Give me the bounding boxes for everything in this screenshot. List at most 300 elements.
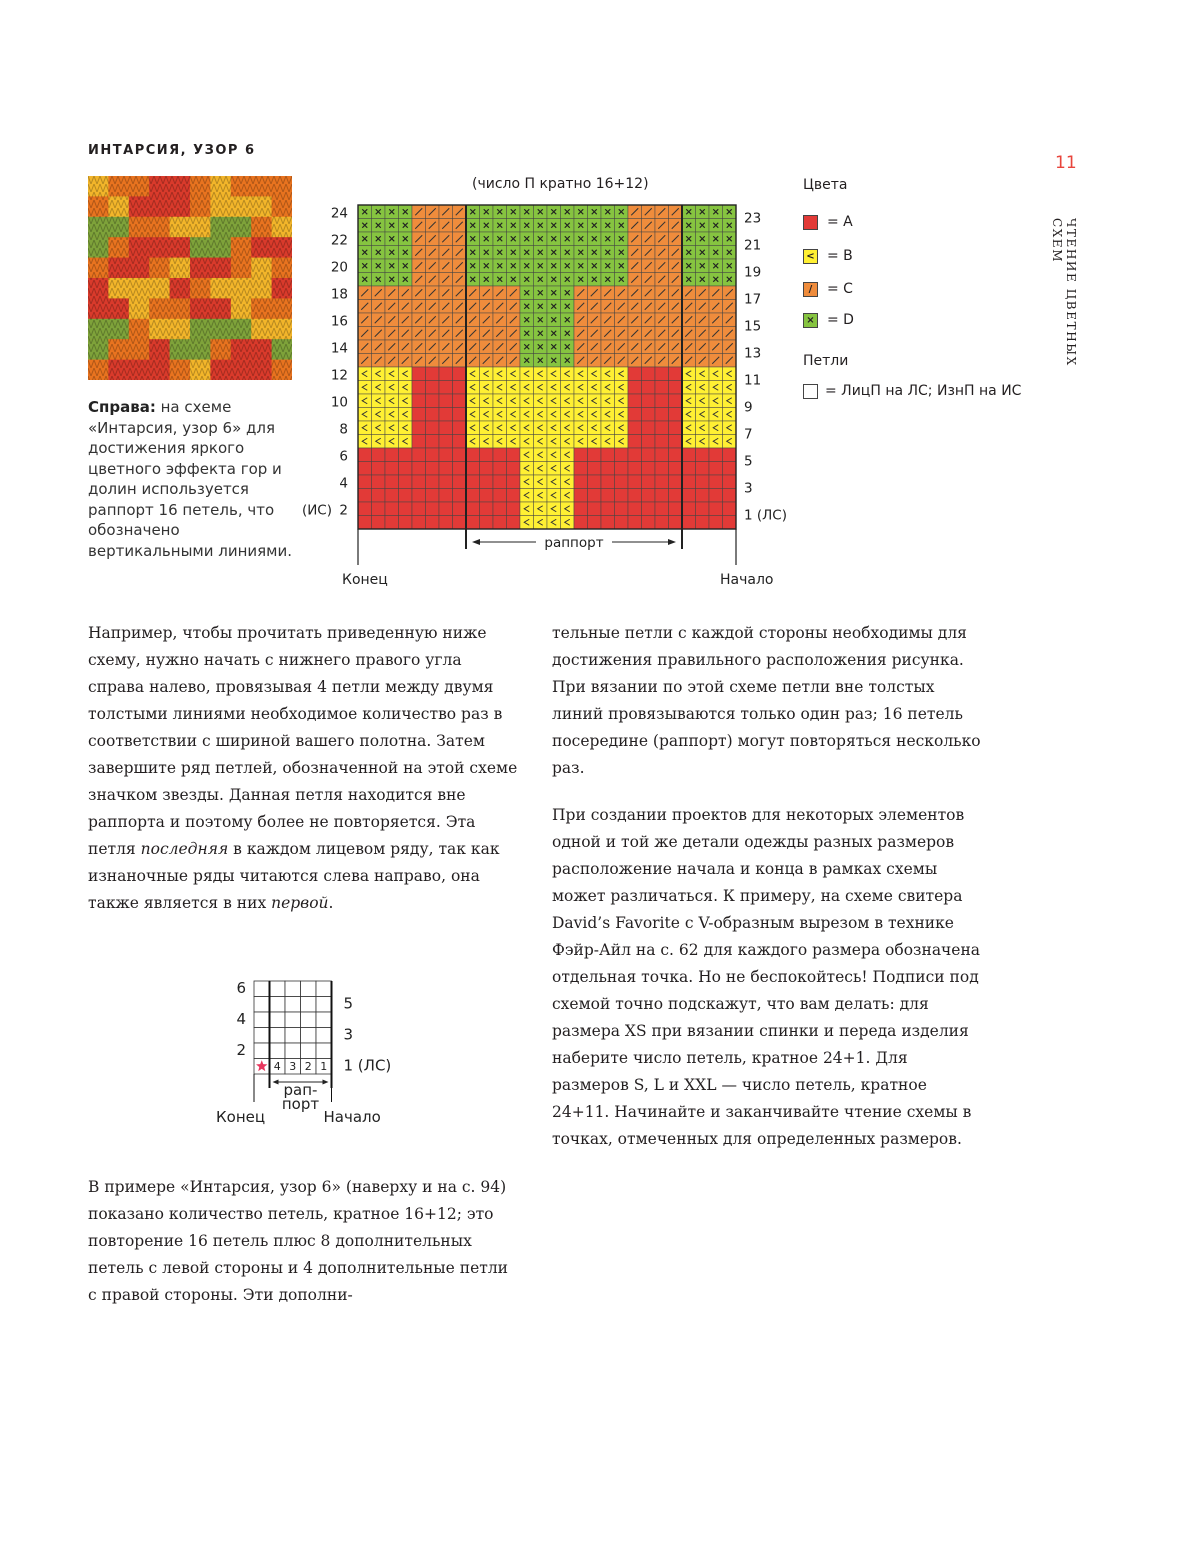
chart-cell: [628, 516, 642, 530]
chart-cell: [547, 381, 561, 395]
chart-cell: [723, 502, 737, 516]
chart-cell: [507, 408, 521, 422]
chart-cell: [412, 421, 426, 435]
running-head: ЧТЕНИЕ ЦВЕТНЫХ СХЕМ: [1050, 218, 1078, 367]
chart-cell: [493, 408, 507, 422]
chart-cell: [561, 489, 575, 503]
caption-lead: Справа:: [88, 398, 156, 416]
chart-cell: [547, 502, 561, 516]
chart-cell: [412, 435, 426, 449]
small-chart-cell: [270, 1012, 286, 1028]
chart-cell: [574, 516, 588, 530]
chart-cell: [520, 367, 534, 381]
chart-cell: [412, 367, 426, 381]
chart-cell: [534, 489, 548, 503]
chart-cell: [507, 448, 521, 462]
chart-cell: [696, 394, 710, 408]
chart-cell: [507, 502, 521, 516]
chart-cell: [453, 408, 467, 422]
stitch-number: 3: [289, 1060, 297, 1073]
chart-cell: [669, 435, 683, 449]
chart-cell: [534, 435, 548, 449]
chart-cell: [399, 502, 413, 516]
chart-cell: [507, 435, 521, 449]
legend-color-label: = A: [827, 214, 853, 230]
chart-cell: [615, 448, 629, 462]
chart-cell: [561, 394, 575, 408]
small-start-label: Начало: [323, 1108, 381, 1126]
chart-cell: [480, 435, 494, 449]
chart-cell: [547, 408, 561, 422]
chart-cell: [696, 367, 710, 381]
small-chart-cell: [301, 1028, 317, 1044]
small-row-label-left: 2: [236, 1041, 246, 1059]
chart-cell: [628, 448, 642, 462]
row-label-left: 6: [339, 448, 348, 465]
chart-cell: [480, 448, 494, 462]
chart-cell: [439, 489, 453, 503]
row-label-right: 3: [744, 480, 753, 497]
chart-cell: [439, 394, 453, 408]
small-row-label-right: 3: [343, 1025, 354, 1044]
small-chart-cell: [285, 997, 301, 1013]
chart-cell: [655, 394, 669, 408]
chart-cell: [493, 435, 507, 449]
chart-cell: [628, 435, 642, 449]
chart-cell: [372, 516, 386, 530]
chart-cell: [601, 475, 615, 489]
chart-cell: [385, 462, 399, 476]
row-label-right: 15: [744, 318, 762, 335]
chart-cell: [696, 475, 710, 489]
chart-cell: [723, 394, 737, 408]
chart-cell: [588, 435, 602, 449]
chart-cell: [399, 421, 413, 435]
chart-cell: [426, 516, 440, 530]
chart-cell: [493, 394, 507, 408]
small-chart-cell: [254, 1028, 270, 1044]
chart-cell: [655, 381, 669, 395]
legend-color-swatch: ×: [803, 313, 818, 328]
chart-cell: [561, 381, 575, 395]
chart-cell: [372, 462, 386, 476]
chart-cell: [601, 421, 615, 435]
small-chart-cell: [301, 1043, 317, 1059]
chart-cell: [412, 448, 426, 462]
chart-cell: [696, 448, 710, 462]
chart-cell: [466, 489, 480, 503]
small-chart-cell: [270, 997, 286, 1013]
chart-cell: [520, 516, 534, 530]
chart-cell: [534, 408, 548, 422]
chart-cell: [372, 421, 386, 435]
chart-cell: [655, 408, 669, 422]
chart-cell: [655, 435, 669, 449]
chart-cell: [534, 367, 548, 381]
chart-cell: [642, 435, 656, 449]
chart-cell: [574, 502, 588, 516]
chart-cell: [399, 489, 413, 503]
chart-cell: [723, 462, 737, 476]
chart-cell: [696, 435, 710, 449]
chart-cell: [372, 502, 386, 516]
chart-cell: [561, 502, 575, 516]
chart-cell: [520, 448, 534, 462]
chart-cell: [723, 381, 737, 395]
chart-cell: [453, 475, 467, 489]
chart-cell: [426, 394, 440, 408]
chart-cell: [426, 367, 440, 381]
row-label-left: 8: [339, 421, 348, 438]
row-label-right: 17: [744, 291, 762, 308]
chart-cell: [520, 489, 534, 503]
chart-cell: [723, 475, 737, 489]
chart-cell: [412, 516, 426, 530]
chart-cell: [493, 516, 507, 530]
small-chart-cell: [316, 1043, 332, 1059]
chart-cell: [628, 381, 642, 395]
chart-cell: [507, 489, 521, 503]
chart-cell: [466, 502, 480, 516]
chart-cell: [439, 448, 453, 462]
chart-cell: [574, 381, 588, 395]
chart-cell: [426, 475, 440, 489]
chart-cell: [534, 502, 548, 516]
repeat-label: раппорт: [544, 535, 604, 551]
chart-cell: [493, 489, 507, 503]
chart-cell: [682, 448, 696, 462]
chart-cell: [372, 408, 386, 422]
chart-cell: [588, 381, 602, 395]
chart-cell: [669, 408, 683, 422]
small-chart-cell: [254, 1012, 270, 1028]
chart-cell: [507, 516, 521, 530]
chart-cell: [466, 421, 480, 435]
chart-cell: [439, 367, 453, 381]
chart-cell: [696, 502, 710, 516]
chart-cell: [588, 502, 602, 516]
row-label-left: 20: [330, 259, 348, 276]
chart-cell: [655, 462, 669, 476]
chart-cell: [696, 489, 710, 503]
small-row-label-right: 5: [343, 994, 354, 1013]
small-chart-cell: [301, 1012, 317, 1028]
chart-cell: [628, 394, 642, 408]
row-label-right: 13: [744, 345, 762, 362]
chart-cell: [412, 502, 426, 516]
chart-cell: [615, 367, 629, 381]
start-label: Начало: [720, 572, 774, 588]
chart-cell: [520, 408, 534, 422]
chart-cell: [615, 435, 629, 449]
small-chart-cell: [285, 1012, 301, 1028]
chart-cell: [723, 435, 737, 449]
chart-cell: [628, 502, 642, 516]
chart-cell: [466, 408, 480, 422]
chart-cell: [439, 421, 453, 435]
chart-cell: [493, 381, 507, 395]
chart-cell: [615, 475, 629, 489]
chart-cell: [520, 421, 534, 435]
chart-cell: [655, 367, 669, 381]
chart-cell: [655, 475, 669, 489]
chart-cell: [696, 408, 710, 422]
chart-cell: [480, 475, 494, 489]
chart-cell: [453, 502, 467, 516]
row-label-left: 24: [330, 205, 348, 222]
small-chart: [210, 972, 410, 1132]
chart-cell: [682, 367, 696, 381]
chart-cell: [385, 475, 399, 489]
legend-color-label: = C: [827, 281, 853, 297]
chart-cell: [669, 516, 683, 530]
chart-cell: [480, 489, 494, 503]
chart-cell: [709, 408, 723, 422]
small-end-label: Конец: [216, 1108, 266, 1126]
chart-cell: [723, 516, 737, 530]
chart-cell: [588, 448, 602, 462]
chart-cell: [372, 448, 386, 462]
chart-cell: [520, 394, 534, 408]
chart-cell: [520, 381, 534, 395]
chart-cell: [574, 408, 588, 422]
chart-cell: [574, 367, 588, 381]
chart-cell: [588, 408, 602, 422]
chart-cell: [669, 502, 683, 516]
intarsia-chart: [300, 195, 800, 595]
small-chart-cell: [270, 1043, 286, 1059]
legend-color-swatch: <: [803, 249, 818, 264]
chart-cell: [372, 435, 386, 449]
chart-cell: [358, 435, 372, 449]
chart-cell: [682, 394, 696, 408]
chart-cell: [466, 475, 480, 489]
chart-cell: [723, 489, 737, 503]
chart-cell: [561, 516, 575, 530]
chart-cell: [520, 475, 534, 489]
chart-cell: [642, 381, 656, 395]
chart-cell: [412, 408, 426, 422]
chart-cell: [709, 502, 723, 516]
small-row-label-right: 1 (ЛС): [343, 1056, 392, 1075]
row-label-right: 19: [744, 264, 762, 281]
small-chart-cell: [254, 1043, 270, 1059]
chart-cell: [358, 475, 372, 489]
row-label-left: 4: [339, 475, 348, 492]
chart-cell: [574, 421, 588, 435]
chart-cell: [385, 502, 399, 516]
chart-cell: [466, 448, 480, 462]
chart-cell: [372, 489, 386, 503]
chart-cell: [642, 408, 656, 422]
chart-cell: [723, 421, 737, 435]
small-chart-cell: [270, 981, 286, 997]
chart-cell: [412, 381, 426, 395]
chart-cell: [669, 489, 683, 503]
small-chart-cell: [301, 997, 317, 1013]
chart-cell: [601, 502, 615, 516]
stitch-number: 1: [320, 1060, 328, 1073]
chart-cell: [453, 489, 467, 503]
chart-cell: [615, 381, 629, 395]
chart-cell: [709, 462, 723, 476]
chart-cell: [669, 381, 683, 395]
chart-cell: [520, 435, 534, 449]
chart-cell: [628, 462, 642, 476]
chart-cell: [561, 448, 575, 462]
chart-cell: [642, 475, 656, 489]
chart-cell: [642, 421, 656, 435]
chart-cell: [453, 462, 467, 476]
chart-cell: [372, 381, 386, 395]
chart-cell: [561, 421, 575, 435]
chart-cell: [642, 502, 656, 516]
chart-cell: [642, 367, 656, 381]
chart-cell: [534, 394, 548, 408]
chart-cell: [696, 516, 710, 530]
chart-cell: [615, 421, 629, 435]
chart-cell: [561, 367, 575, 381]
chart-cell: [574, 394, 588, 408]
chart-cell: [588, 475, 602, 489]
chart-cell: [547, 435, 561, 449]
chart-cell: [493, 475, 507, 489]
section-title: ИНТАРСИЯ, УЗОР 6: [88, 143, 256, 158]
chart-cell: [615, 516, 629, 530]
chart-cell: [453, 381, 467, 395]
legend-stitch-label: = ЛицП на ЛС; ИзнП на ИС: [825, 383, 1022, 399]
chart-cell: [642, 462, 656, 476]
chart-cell: [574, 475, 588, 489]
chart-cell: [682, 489, 696, 503]
chart-cell: [466, 394, 480, 408]
chart-cell: [534, 462, 548, 476]
chart-cell: [453, 394, 467, 408]
small-chart-cell: [285, 1043, 301, 1059]
chart-cell: [439, 502, 453, 516]
chart-cell: [480, 381, 494, 395]
chart-cell: [709, 475, 723, 489]
chart-cell: [534, 448, 548, 462]
right-column: [552, 620, 982, 1153]
chart-cell: [574, 489, 588, 503]
para1-part-a: Например, чтобы прочитать приведенную ниже схему, нужно начать с нижнего правого угла справа налево, провязывая 4 петли между двумя толстыми линиями необходимое количество раз в соответствии с шириной вашего полотна. Затем завершите ряд петлей, обозначенной на этой схеме значком звезды. Данная петля находится вне раппорта и поэтому более не повторяется. Эта петля: [88, 624, 518, 858]
chart-cell: [561, 462, 575, 476]
chart-cell: [547, 475, 561, 489]
chart-cell: [439, 435, 453, 449]
chart-cell: [520, 462, 534, 476]
chart-cell: [358, 462, 372, 476]
chart-cell: [399, 394, 413, 408]
chart-cell: [682, 408, 696, 422]
chart-cell: [439, 462, 453, 476]
chart-cell: [709, 435, 723, 449]
chart-cell: [628, 421, 642, 435]
chart-cell: [642, 489, 656, 503]
chart-cell: [642, 516, 656, 530]
chart-cell: [655, 421, 669, 435]
chart-cell: [709, 381, 723, 395]
chart-cell: [493, 367, 507, 381]
chart-cell: [601, 516, 615, 530]
chart-cell: [399, 435, 413, 449]
chart-cell: [520, 502, 534, 516]
chart-cell: [466, 516, 480, 530]
legend-color-label: = D: [827, 312, 854, 328]
chart-cell: [601, 367, 615, 381]
chart-cell: [358, 367, 372, 381]
chart-cell: [669, 367, 683, 381]
chart-cell: [507, 381, 521, 395]
chart-cell: [547, 421, 561, 435]
chart-cell: [655, 516, 669, 530]
chart-cell: [480, 367, 494, 381]
chart-cell: [696, 462, 710, 476]
chart-cell: [412, 394, 426, 408]
chart-cell: [453, 421, 467, 435]
chart-cell: [669, 421, 683, 435]
chart-cell: [601, 448, 615, 462]
row-label-right: 21: [744, 237, 762, 254]
chart-cell: [358, 381, 372, 395]
row-label-right: 23: [744, 210, 762, 227]
chart-cell: [588, 367, 602, 381]
chart-cell: [682, 462, 696, 476]
small-chart-cell: [254, 981, 270, 997]
page-number: 11: [1055, 153, 1077, 173]
chart-cell: [669, 394, 683, 408]
chart-cell: [574, 435, 588, 449]
chart-cell: [669, 448, 683, 462]
chart-cell: [358, 516, 372, 530]
chart-cell: [507, 421, 521, 435]
chart-cell: [547, 516, 561, 530]
knitted-swatch-image: [88, 176, 292, 380]
chart-cell: [385, 408, 399, 422]
chart-cell: [466, 367, 480, 381]
chart-cell: [601, 408, 615, 422]
chart-title: (число П кратно 16+12): [472, 176, 649, 192]
chart-cell: [372, 394, 386, 408]
chart-cell: [466, 462, 480, 476]
chart-cell: [709, 516, 723, 530]
chart-cell: [547, 462, 561, 476]
end-label: Конец: [342, 572, 388, 588]
row-label-right: 7: [744, 426, 753, 443]
chart-cell: [358, 448, 372, 462]
chart-cell: [493, 502, 507, 516]
chart-cell: [385, 421, 399, 435]
row-label-right: 5: [744, 453, 753, 470]
chart-cell: [439, 408, 453, 422]
chart-cell: [385, 394, 399, 408]
chart-cell: [601, 381, 615, 395]
chart-cell: [588, 516, 602, 530]
chart-cell: [507, 475, 521, 489]
chart-cell: [547, 394, 561, 408]
knit-stitch-swatch: [803, 384, 818, 399]
chart-cell: [682, 502, 696, 516]
chart-cell: [385, 435, 399, 449]
chart-cell: [561, 408, 575, 422]
small-chart-cell: [316, 1012, 332, 1028]
chart-cell: [615, 408, 629, 422]
chart-cell: [466, 381, 480, 395]
chart-cell: [615, 489, 629, 503]
chart-cell: [628, 489, 642, 503]
chart-cell: [682, 421, 696, 435]
photo-caption: [88, 397, 303, 561]
